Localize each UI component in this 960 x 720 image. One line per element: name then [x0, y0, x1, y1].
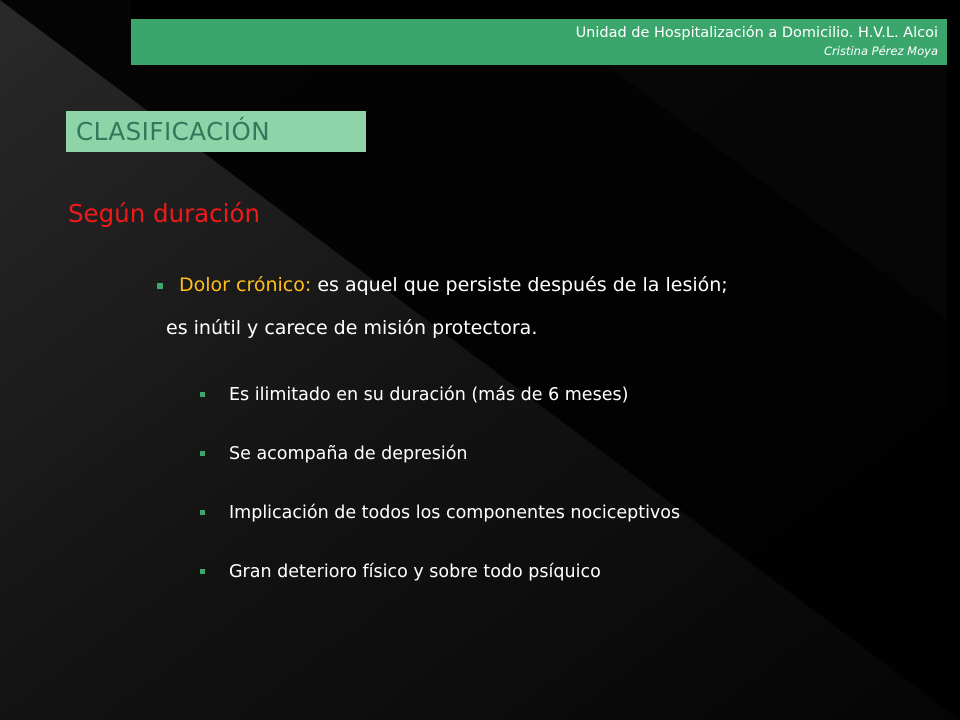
list-item-text: Se acompaña de depresión [229, 444, 468, 464]
square-bullet-icon [200, 392, 205, 397]
list-item [200, 437, 680, 496]
list-item-text: Implicación de todos los componentes nociceptivos [229, 503, 681, 523]
header-institution: Unidad de Hospitalización a Domicilio. H.V.L. Alcoi [575, 25, 938, 41]
main-bullet-line1 [179, 264, 917, 307]
square-bullet-icon [200, 569, 205, 574]
list-item [200, 496, 680, 555]
main-bullet-lead: Dolor crónico: [179, 274, 312, 296]
square-bullet-icon [157, 283, 163, 289]
main-bullet [157, 264, 917, 350]
title-box [66, 111, 366, 152]
page-title: CLASIFICACIÓN [76, 117, 271, 146]
header-author: Cristina Pérez Moya [824, 44, 938, 58]
list-item-text: Gran deterioro físico y sobre todo psíquico [229, 562, 601, 582]
list-item [200, 555, 680, 614]
square-bullet-icon [200, 451, 205, 456]
main-bullet-rest: es aquel que persiste después de la lesión; [311, 274, 728, 296]
square-bullet-icon [200, 510, 205, 515]
section-subtitle: Según duración [68, 199, 260, 228]
main-bullet-line2: es inútil y carece de misión protectora. [166, 317, 538, 339]
list-item-text: Es ilimitado en su duración (más de 6 meses) [229, 385, 629, 405]
header-bar [131, 19, 947, 65]
list-item [200, 378, 680, 437]
sub-bullet-list [200, 378, 680, 614]
